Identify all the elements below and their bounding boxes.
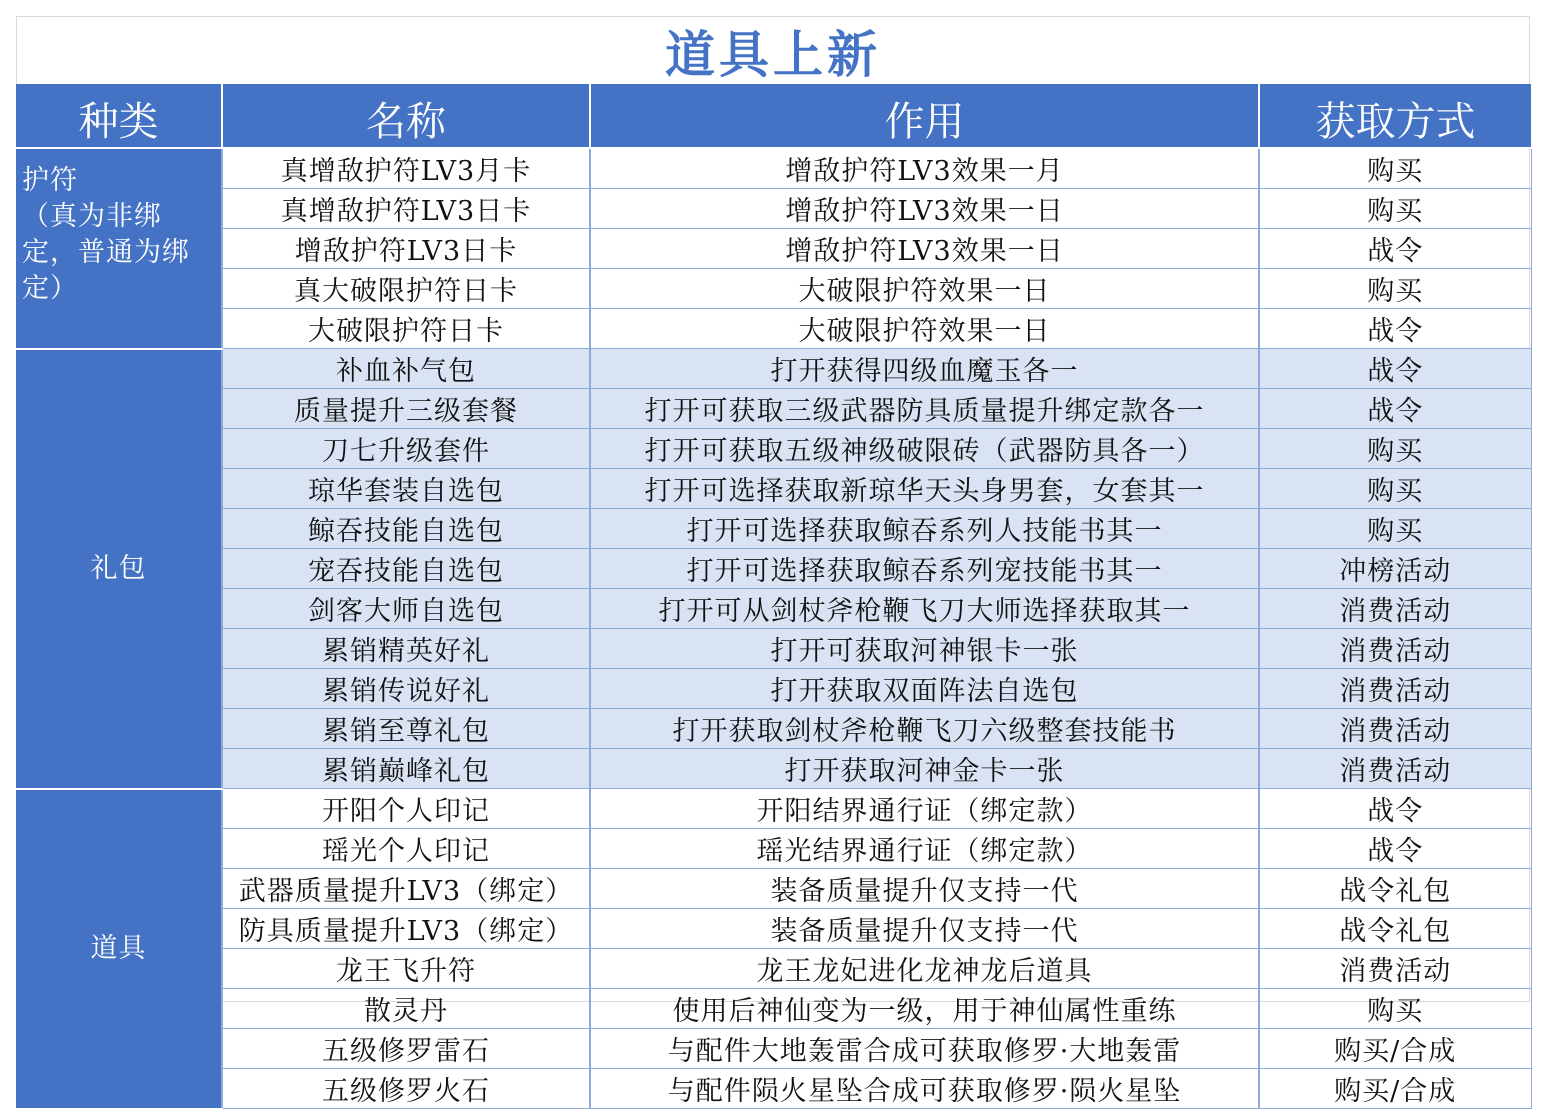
item-acquire: 消费活动 — [1259, 709, 1531, 749]
item-effect: 装备质量提升仅支持一代 — [590, 869, 1259, 909]
sheet-title: 道具上新 — [665, 24, 881, 84]
item-effect: 与配件大地轰雷合成可获取修罗·大地轰雷 — [590, 1029, 1259, 1069]
item-acquire: 战令 — [1259, 789, 1531, 829]
category-gift: 礼包 — [16, 349, 222, 789]
item-name: 五级修罗火石 — [222, 1069, 590, 1109]
item-name: 琼华套装自选包 — [222, 469, 590, 509]
item-acquire: 战令礼包 — [1259, 909, 1531, 949]
item-acquire: 购买/合成 — [1259, 1069, 1531, 1109]
item-name: 武器质量提升LV3（绑定） — [222, 869, 590, 909]
item-effect: 使用后神仙变为一级，用于神仙属性重练 — [590, 989, 1259, 1029]
item-effect: 大破限护符效果一日 — [590, 269, 1259, 309]
table-row — [16, 469, 1531, 509]
table-row — [16, 949, 1531, 989]
item-effect: 打开可选择获取新琼华天头身男套，女套其一 — [590, 469, 1259, 509]
header-row — [16, 84, 1531, 148]
table-row — [16, 989, 1531, 1029]
item-name: 累销传说好礼 — [222, 669, 590, 709]
table-row — [16, 429, 1531, 469]
item-name: 补血补气包 — [222, 349, 590, 389]
item-name: 真大破限护符日卡 — [222, 269, 590, 309]
table-row — [16, 189, 1531, 229]
header-name: 名称 — [222, 84, 590, 148]
header-effect: 作用 — [590, 84, 1259, 148]
item-acquire: 战令 — [1259, 309, 1531, 349]
item-acquire: 消费活动 — [1259, 669, 1531, 709]
table-row — [16, 1029, 1531, 1069]
item-acquire: 冲榜活动 — [1259, 549, 1531, 589]
category-amulet-title: 护符 — [22, 165, 78, 196]
item-name: 刀七升级套件 — [222, 429, 590, 469]
item-effect: 增敌护符LV3效果一日 — [590, 229, 1259, 269]
item-effect: 打开获取河神金卡一张 — [590, 749, 1259, 789]
table-row — [16, 909, 1531, 949]
item-acquire: 购买 — [1259, 469, 1531, 509]
item-acquire: 购买 — [1259, 269, 1531, 309]
table-row — [16, 749, 1531, 789]
item-name: 质量提升三级套餐 — [222, 389, 590, 429]
item-name: 累销巅峰礼包 — [222, 749, 590, 789]
item-effect: 打开可获取五级神级破限砖（武器防具各一） — [590, 429, 1259, 469]
item-acquire: 消费活动 — [1259, 589, 1531, 629]
item-name: 宠吞技能自选包 — [222, 549, 590, 589]
category-amulet-note: （真为非绑定，普通为绑定） — [22, 201, 190, 304]
table-row — [16, 589, 1531, 629]
item-acquire: 战令 — [1259, 829, 1531, 869]
category-item: 道具 — [16, 789, 222, 1109]
item-acquire: 购买 — [1259, 148, 1531, 189]
item-name: 鲸吞技能自选包 — [222, 509, 590, 549]
item-acquire: 战令 — [1259, 349, 1531, 389]
header-category: 种类 — [16, 84, 222, 148]
table-row — [16, 669, 1531, 709]
table-row — [16, 549, 1531, 589]
item-effect: 打开可选择获取鲸吞系列人技能书其一 — [590, 509, 1259, 549]
item-name: 累销至尊礼包 — [222, 709, 590, 749]
item-name: 龙王飞升符 — [222, 949, 590, 989]
item-name: 防具质量提升LV3（绑定） — [222, 909, 590, 949]
item-acquire: 消费活动 — [1259, 749, 1531, 789]
item-acquire: 购买 — [1259, 189, 1531, 229]
item-name: 瑶光个人印记 — [222, 829, 590, 869]
table-row — [16, 148, 1531, 189]
item-name: 真增敌护符LV3月卡 — [222, 148, 590, 189]
item-effect: 打开可选择获取鲸吞系列宠技能书其一 — [590, 549, 1259, 589]
table-row — [16, 389, 1531, 429]
item-effect: 打开可从剑杖斧枪鞭飞刀大师选择获取其一 — [590, 589, 1259, 629]
item-acquire: 购买 — [1259, 989, 1531, 1029]
table-row — [16, 829, 1531, 869]
item-acquire: 购买 — [1259, 509, 1531, 549]
table-row — [16, 789, 1531, 829]
item-effect: 与配件陨火星坠合成可获取修罗·陨火星坠 — [590, 1069, 1259, 1109]
item-acquire: 战令 — [1259, 389, 1531, 429]
category-amulet — [16, 148, 222, 349]
item-effect: 大破限护符效果一日 — [590, 309, 1259, 349]
item-name: 真增敌护符LV3日卡 — [222, 189, 590, 229]
table-row — [16, 869, 1531, 909]
item-name: 大破限护符日卡 — [222, 309, 590, 349]
item-effect: 龙王龙妃进化龙神龙后道具 — [590, 949, 1259, 989]
item-effect: 打开可获取河神银卡一张 — [590, 629, 1259, 669]
item-effect: 增敌护符LV3效果一月 — [590, 148, 1259, 189]
table-row — [16, 709, 1531, 749]
table-row — [16, 1069, 1531, 1109]
item-acquire: 消费活动 — [1259, 629, 1531, 669]
table-row — [16, 629, 1531, 669]
table-row — [16, 229, 1531, 269]
header-acquire: 获取方式 — [1259, 84, 1531, 148]
item-effect: 装备质量提升仅支持一代 — [590, 909, 1259, 949]
table-row — [16, 349, 1531, 389]
item-effect: 打开获取剑杖斧枪鞭飞刀六级整套技能书 — [590, 709, 1259, 749]
table-row — [16, 269, 1531, 309]
item-effect: 瑶光结界通行证（绑定款） — [590, 829, 1259, 869]
item-acquire: 购买 — [1259, 429, 1531, 469]
item-name: 累销精英好礼 — [222, 629, 590, 669]
item-name: 开阳个人印记 — [222, 789, 590, 829]
table-row — [16, 509, 1531, 549]
table-row — [16, 309, 1531, 349]
item-acquire: 战令礼包 — [1259, 869, 1531, 909]
item-name: 增敌护符LV3日卡 — [222, 229, 590, 269]
item-name: 剑客大师自选包 — [222, 589, 590, 629]
item-effect: 打开可获取三级武器防具质量提升绑定款各一 — [590, 389, 1259, 429]
item-acquire: 战令 — [1259, 229, 1531, 269]
item-effect: 增敌护符LV3效果一日 — [590, 189, 1259, 229]
item-name: 散灵丹 — [222, 989, 590, 1029]
item-effect: 打开获取双面阵法自选包 — [590, 669, 1259, 709]
item-effect: 开阳结界通行证（绑定款） — [590, 789, 1259, 829]
item-name: 五级修罗雷石 — [222, 1029, 590, 1069]
item-acquire: 购买/合成 — [1259, 1029, 1531, 1069]
items-table — [16, 84, 1532, 1110]
item-acquire: 消费活动 — [1259, 949, 1531, 989]
item-effect: 打开获得四级血魔玉各一 — [590, 349, 1259, 389]
